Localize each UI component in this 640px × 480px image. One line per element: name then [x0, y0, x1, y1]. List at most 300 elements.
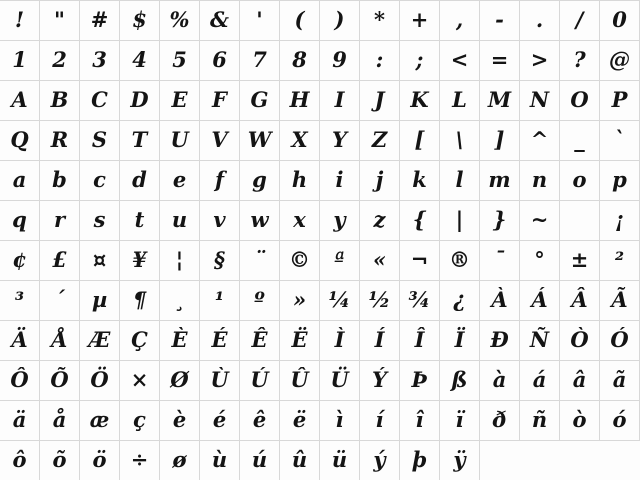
- glyph-cell[interactable]: [440, 40, 480, 80]
- glyph-cell[interactable]: [440, 80, 480, 120]
- glyph: ¼: [328, 286, 351, 312]
- glyph-cell[interactable]: [400, 400, 440, 440]
- glyph-cell[interactable]: [280, 400, 320, 440]
- glyph: ¾: [408, 286, 431, 312]
- glyph-cell[interactable]: [520, 320, 560, 360]
- glyph-cell[interactable]: [480, 240, 520, 280]
- glyph-cell[interactable]: [360, 160, 400, 200]
- glyph-cell[interactable]: [120, 40, 160, 80]
- glyph-cell[interactable]: [200, 200, 240, 240]
- glyph-cell[interactable]: [400, 0, 440, 40]
- glyph-cell[interactable]: [200, 0, 240, 40]
- glyph: ª: [334, 246, 345, 272]
- glyph-cell[interactable]: [400, 200, 440, 240]
- glyph-cell[interactable]: [360, 360, 400, 400]
- glyph: i: [335, 166, 344, 192]
- glyph: Ç: [131, 326, 148, 352]
- glyph-cell[interactable]: [400, 360, 440, 400]
- glyph-cell[interactable]: [600, 200, 640, 240]
- glyph-cell[interactable]: [400, 280, 440, 320]
- glyph: þ: [412, 446, 427, 472]
- glyph-cell[interactable]: [120, 280, 160, 320]
- glyph: ø: [172, 446, 187, 472]
- glyph: ö: [92, 446, 107, 472]
- glyph-cell[interactable]: [400, 240, 440, 280]
- glyph-cell[interactable]: [160, 160, 200, 200]
- empty-cell: [480, 440, 520, 480]
- glyph: C: [91, 86, 108, 112]
- glyph-cell[interactable]: [0, 400, 40, 440]
- glyph-cell[interactable]: [320, 80, 360, 120]
- glyph-cell[interactable]: [480, 80, 520, 120]
- glyph: é: [212, 406, 227, 432]
- glyph: F: [212, 86, 227, 112]
- glyph: }: [492, 206, 507, 232]
- glyph-cell[interactable]: [120, 400, 160, 440]
- glyph: I: [334, 86, 345, 112]
- glyph-cell[interactable]: [0, 80, 40, 120]
- glyph: ;: [415, 46, 424, 72]
- glyph: õ: [52, 446, 67, 472]
- glyph-cell[interactable]: [240, 440, 280, 480]
- glyph-cell[interactable]: [600, 120, 640, 160]
- glyph-cell[interactable]: [120, 200, 160, 240]
- glyph: ï: [455, 406, 464, 432]
- glyph: .: [535, 6, 544, 32]
- glyph-cell[interactable]: [40, 40, 80, 80]
- glyph-cell[interactable]: [240, 280, 280, 320]
- glyph-cell[interactable]: [0, 280, 40, 320]
- glyph-cell[interactable]: [480, 360, 520, 400]
- glyph-cell[interactable]: [440, 400, 480, 440]
- glyph-cell[interactable]: [40, 280, 80, 320]
- glyph-cell[interactable]: [600, 360, 640, 400]
- glyph-cell[interactable]: [240, 360, 280, 400]
- glyph-cell[interactable]: [240, 160, 280, 200]
- glyph: 5: [172, 46, 187, 72]
- glyph-cell[interactable]: [560, 280, 600, 320]
- glyph-cell[interactable]: [120, 360, 160, 400]
- glyph: 0: [612, 6, 627, 32]
- glyph: ²: [614, 246, 625, 272]
- glyph-cell[interactable]: [280, 160, 320, 200]
- glyph: »: [292, 286, 307, 312]
- glyph-cell[interactable]: [0, 440, 40, 480]
- glyph-cell[interactable]: [160, 360, 200, 400]
- glyph-cell[interactable]: [400, 320, 440, 360]
- glyph-cell[interactable]: [120, 120, 160, 160]
- glyph-cell[interactable]: [160, 0, 200, 40]
- glyph-cell[interactable]: [480, 40, 520, 80]
- glyph-cell[interactable]: [600, 240, 640, 280]
- glyph-cell[interactable]: [560, 400, 600, 440]
- glyph-cell[interactable]: [200, 160, 240, 200]
- glyph-cell[interactable]: [80, 400, 120, 440]
- glyph-cell[interactable]: [360, 80, 400, 120]
- glyph: [: [414, 126, 425, 152]
- glyph-cell[interactable]: [200, 240, 240, 280]
- glyph-cell[interactable]: [160, 440, 200, 480]
- glyph-cell[interactable]: [520, 400, 560, 440]
- glyph-cell[interactable]: [80, 240, 120, 280]
- glyph-cell[interactable]: [360, 440, 400, 480]
- glyph-cell[interactable]: [560, 160, 600, 200]
- glyph: J: [374, 86, 385, 112]
- glyph: w: [250, 206, 269, 232]
- glyph: ¯: [494, 246, 505, 272]
- glyph-cell[interactable]: [440, 280, 480, 320]
- glyph: ,: [455, 6, 464, 32]
- glyph-cell[interactable]: [440, 320, 480, 360]
- glyph-cell[interactable]: [240, 0, 280, 40]
- glyph-cell[interactable]: [440, 120, 480, 160]
- glyph: G: [250, 86, 269, 112]
- glyph-cell[interactable]: [320, 400, 360, 440]
- glyph: Û: [290, 366, 309, 392]
- glyph-cell[interactable]: [440, 160, 480, 200]
- glyph: R: [50, 126, 69, 152]
- glyph-cell[interactable]: [280, 440, 320, 480]
- glyph: 3: [92, 46, 107, 72]
- glyph: \: [455, 126, 464, 152]
- glyph-cell[interactable]: [240, 240, 280, 280]
- glyph-cell[interactable]: [320, 440, 360, 480]
- glyph: B: [50, 86, 69, 112]
- glyph: Ý: [372, 366, 387, 392]
- glyph: 9: [332, 46, 347, 72]
- glyph-cell[interactable]: [240, 80, 280, 120]
- glyph: ä: [12, 406, 27, 432]
- glyph-cell[interactable]: [520, 40, 560, 80]
- glyph-cell[interactable]: [440, 440, 480, 480]
- glyph-cell[interactable]: [0, 320, 40, 360]
- glyph-cell[interactable]: [560, 360, 600, 400]
- glyph: V: [211, 126, 228, 152]
- glyph-cell[interactable]: [520, 120, 560, 160]
- glyph-cell[interactable]: [0, 160, 40, 200]
- glyph-cell[interactable]: [400, 120, 440, 160]
- glyph-cell[interactable]: [440, 0, 480, 40]
- glyph-cell[interactable]: [320, 120, 360, 160]
- glyph: ú: [251, 446, 268, 472]
- glyph: æ: [89, 406, 110, 432]
- glyph-cell[interactable]: [40, 240, 80, 280]
- glyph: Q: [10, 126, 29, 152]
- glyph-cell[interactable]: [320, 160, 360, 200]
- glyph-cell[interactable]: [360, 120, 400, 160]
- glyph: N: [529, 86, 550, 112]
- glyph-cell[interactable]: [600, 160, 640, 200]
- glyph-cell[interactable]: [40, 200, 80, 240]
- glyph-cell[interactable]: [480, 320, 520, 360]
- glyph-cell[interactable]: [360, 320, 400, 360]
- glyph-cell[interactable]: [80, 200, 120, 240]
- glyph-cell[interactable]: [0, 360, 40, 400]
- glyph: *: [374, 6, 385, 32]
- glyph: (: [294, 6, 305, 32]
- glyph-cell[interactable]: [320, 320, 360, 360]
- glyph: ¬: [410, 246, 429, 272]
- glyph: á: [532, 366, 547, 392]
- glyph: s: [93, 206, 106, 232]
- glyph: ê: [252, 406, 267, 432]
- glyph-cell[interactable]: [80, 80, 120, 120]
- glyph-cell[interactable]: [320, 240, 360, 280]
- glyph-cell[interactable]: [240, 40, 280, 80]
- glyph-cell[interactable]: [80, 40, 120, 80]
- glyph: Ö: [90, 366, 109, 392]
- glyph: k: [412, 166, 427, 192]
- glyph-cell[interactable]: [200, 440, 240, 480]
- glyph-cell[interactable]: [480, 280, 520, 320]
- glyph-cell[interactable]: [320, 200, 360, 240]
- glyph-cell[interactable]: [200, 80, 240, 120]
- glyph-cell[interactable]: [520, 0, 560, 40]
- glyph-cell[interactable]: [600, 320, 640, 360]
- glyph: ): [334, 6, 345, 32]
- glyph: ÿ: [453, 446, 466, 472]
- glyph: >: [530, 46, 549, 72]
- glyph: t: [134, 206, 145, 232]
- glyph-cell[interactable]: [80, 320, 120, 360]
- glyph-cell[interactable]: [440, 360, 480, 400]
- glyph-cell[interactable]: [520, 280, 560, 320]
- glyph: ': [256, 6, 263, 32]
- glyph: X: [291, 126, 308, 152]
- glyph-cell[interactable]: [160, 240, 200, 280]
- glyph: _: [574, 126, 585, 152]
- glyph-cell[interactable]: [200, 400, 240, 440]
- glyph-cell[interactable]: [0, 40, 40, 80]
- glyph-cell[interactable]: [440, 200, 480, 240]
- glyph-cell[interactable]: [160, 280, 200, 320]
- glyph: ô: [12, 446, 27, 472]
- glyph: <: [450, 46, 469, 72]
- glyph: 7: [252, 46, 267, 72]
- glyph-cell[interactable]: [160, 200, 200, 240]
- glyph-cell[interactable]: [160, 320, 200, 360]
- glyph: #: [90, 6, 109, 32]
- glyph: `: [614, 126, 625, 152]
- glyph-cell[interactable]: [400, 80, 440, 120]
- glyph: Ã: [611, 286, 628, 312]
- glyph-cell[interactable]: [520, 80, 560, 120]
- glyph-cell[interactable]: [280, 360, 320, 400]
- glyph: &: [210, 6, 229, 32]
- glyph: û: [291, 446, 308, 472]
- glyph-cell[interactable]: [280, 80, 320, 120]
- glyph-cell[interactable]: [280, 240, 320, 280]
- glyph: 1: [12, 46, 27, 72]
- glyph-cell[interactable]: [360, 240, 400, 280]
- glyph: ¶: [132, 286, 147, 312]
- glyph: H: [289, 86, 310, 112]
- glyph-cell[interactable]: [120, 80, 160, 120]
- glyph-cell[interactable]: [280, 280, 320, 320]
- glyph: Z: [371, 126, 388, 152]
- glyph-cell[interactable]: [160, 40, 200, 80]
- glyph: h: [291, 166, 308, 192]
- glyph-cell[interactable]: [40, 120, 80, 160]
- glyph-cell[interactable]: [360, 0, 400, 40]
- glyph-cell[interactable]: [360, 40, 400, 80]
- glyph-cell[interactable]: [120, 160, 160, 200]
- glyph-cell[interactable]: [200, 280, 240, 320]
- glyph: Í: [374, 326, 385, 352]
- glyph: ç: [133, 406, 146, 432]
- glyph-cell[interactable]: [280, 40, 320, 80]
- glyph: Ù: [210, 366, 229, 392]
- glyph: ¥: [132, 246, 147, 272]
- glyph: §: [214, 246, 225, 272]
- glyph: ì: [335, 406, 344, 432]
- glyph-cell[interactable]: [200, 320, 240, 360]
- glyph: °: [534, 246, 545, 272]
- glyph-cell[interactable]: [320, 280, 360, 320]
- glyph: v: [213, 206, 226, 232]
- glyph-cell[interactable]: [560, 120, 600, 160]
- glyph-cell[interactable]: [560, 80, 600, 120]
- glyph-cell[interactable]: [480, 0, 520, 40]
- glyph: Ó: [610, 326, 629, 352]
- glyph-cell[interactable]: [600, 280, 640, 320]
- glyph: ò: [572, 406, 587, 432]
- glyph: l: [455, 166, 464, 192]
- glyph: Ð: [490, 326, 509, 352]
- glyph: ©: [289, 246, 310, 272]
- glyph-cell[interactable]: [320, 40, 360, 80]
- glyph-cell[interactable]: [40, 0, 80, 40]
- glyph-cell[interactable]: [40, 160, 80, 200]
- glyph: D: [130, 86, 149, 112]
- glyph: $: [132, 6, 147, 32]
- glyph: ´: [54, 286, 65, 312]
- glyph-cell[interactable]: [40, 440, 80, 480]
- glyph-cell[interactable]: [240, 400, 280, 440]
- empty-cell: [600, 440, 640, 480]
- glyph-cell[interactable]: [560, 320, 600, 360]
- glyph-cell[interactable]: [80, 160, 120, 200]
- glyph-cell[interactable]: [280, 200, 320, 240]
- glyph: S: [91, 126, 108, 152]
- glyph-cell[interactable]: [200, 360, 240, 400]
- glyph-cell[interactable]: [40, 360, 80, 400]
- glyph-cell[interactable]: [240, 120, 280, 160]
- glyph-cell[interactable]: [0, 0, 40, 40]
- glyph: ¢: [12, 246, 27, 272]
- glyph-cell[interactable]: [160, 400, 200, 440]
- glyph: +: [410, 6, 429, 32]
- glyph-cell[interactable]: [200, 40, 240, 80]
- glyph: À: [491, 286, 508, 312]
- glyph-cell[interactable]: [520, 200, 560, 240]
- glyph-cell[interactable]: [360, 280, 400, 320]
- glyph: b: [52, 166, 67, 192]
- glyph-cell[interactable]: [400, 160, 440, 200]
- glyph: £: [52, 246, 67, 272]
- glyph: @: [609, 46, 630, 72]
- glyph-cell[interactable]: [600, 0, 640, 40]
- glyph-cell[interactable]: [280, 120, 320, 160]
- glyph: â: [572, 366, 587, 392]
- glyph: z: [373, 206, 386, 232]
- glyph-cell[interactable]: [80, 440, 120, 480]
- glyph: -: [495, 6, 504, 32]
- glyph-cell[interactable]: [120, 320, 160, 360]
- glyph-cell[interactable]: [600, 400, 640, 440]
- glyph-cell[interactable]: [520, 160, 560, 200]
- glyph-cell[interactable]: [600, 40, 640, 80]
- glyph-cell[interactable]: [160, 80, 200, 120]
- glyph: ë: [292, 406, 307, 432]
- glyph-cell[interactable]: [520, 360, 560, 400]
- glyph-cell[interactable]: [440, 240, 480, 280]
- glyph-cell[interactable]: [40, 320, 80, 360]
- glyph-cell[interactable]: [280, 320, 320, 360]
- glyph-cell[interactable]: [320, 0, 360, 40]
- glyph-cell[interactable]: [400, 40, 440, 80]
- glyph: î: [415, 406, 424, 432]
- glyph-cell[interactable]: [480, 160, 520, 200]
- glyph-cell[interactable]: [360, 200, 400, 240]
- glyph-cell[interactable]: [320, 360, 360, 400]
- glyph-cell[interactable]: [80, 360, 120, 400]
- glyph-cell[interactable]: [120, 0, 160, 40]
- glyph: ¿: [453, 286, 466, 312]
- glyph-cell[interactable]: [40, 80, 80, 120]
- glyph-cell[interactable]: [560, 0, 600, 40]
- glyph-cell[interactable]: [560, 40, 600, 80]
- glyph: ¡: [614, 206, 625, 232]
- glyph-cell[interactable]: [120, 440, 160, 480]
- glyph: Á: [531, 286, 548, 312]
- glyph-cell[interactable]: [600, 80, 640, 120]
- glyph-cell[interactable]: [520, 240, 560, 280]
- glyph-cell[interactable]: [80, 0, 120, 40]
- glyph-cell[interactable]: [40, 400, 80, 440]
- glyph-cell[interactable]: [480, 120, 520, 160]
- glyph: L: [452, 86, 467, 112]
- glyph-cell[interactable]: [0, 240, 40, 280]
- glyph-cell[interactable]: [160, 120, 200, 160]
- glyph: ®: [449, 246, 470, 272]
- glyph-cell[interactable]: [360, 400, 400, 440]
- glyph-cell[interactable]: [240, 200, 280, 240]
- glyph: m: [488, 166, 511, 192]
- glyph-cell[interactable]: [240, 320, 280, 360]
- glyph: Ô: [10, 366, 29, 392]
- glyph-cell[interactable]: [480, 200, 520, 240]
- glyph-cell[interactable]: [560, 240, 600, 280]
- glyph: º: [254, 286, 265, 312]
- glyph-cell[interactable]: [80, 120, 120, 160]
- glyph-cell[interactable]: [80, 280, 120, 320]
- glyph: j: [375, 166, 384, 192]
- glyph-cell[interactable]: [400, 440, 440, 480]
- glyph: Ü: [330, 366, 349, 392]
- glyph-cell[interactable]: [0, 120, 40, 160]
- glyph: ü: [331, 446, 348, 472]
- glyph-cell[interactable]: [480, 400, 520, 440]
- glyph: q: [12, 206, 27, 232]
- glyph-cell[interactable]: [0, 200, 40, 240]
- glyph-cell[interactable]: [280, 0, 320, 40]
- glyph: à: [492, 366, 507, 392]
- glyph: ù: [211, 446, 228, 472]
- glyph: Â: [571, 286, 588, 312]
- glyph-cell[interactable]: [120, 240, 160, 280]
- glyph-cell[interactable]: [200, 120, 240, 160]
